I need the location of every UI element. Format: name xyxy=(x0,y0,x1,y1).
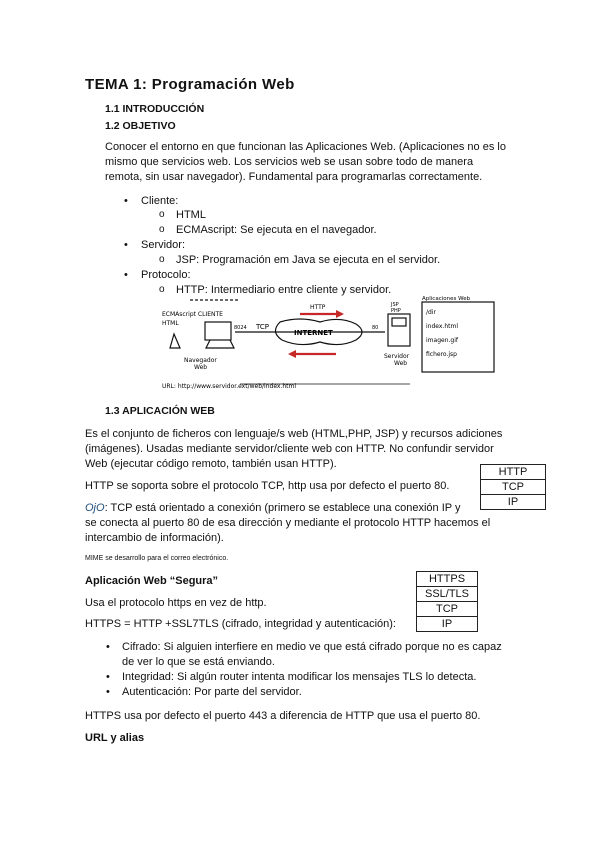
ojo-label: OjO xyxy=(85,502,105,514)
stack-cell-https: HTTPS xyxy=(417,572,478,587)
stack-cell-tcp: TCP xyxy=(417,602,478,617)
http-tcp-text: HTTP se soporta sobre el protocolo TCP, http usa por defecto el puerto 80. xyxy=(85,480,450,492)
file-fichero: fichero.jsp xyxy=(426,351,457,358)
bullet-dot-icon: • xyxy=(106,671,110,683)
arrow-head-icon xyxy=(288,350,296,358)
label-servidor: Servidor xyxy=(384,353,410,360)
list-item-servidor: Servidor: xyxy=(141,239,186,251)
aplicacion-line-2: (imágenes). Usadas mediante servidor/cliente web con HTTP. No confundir servidor xyxy=(85,443,494,455)
client-server-diagram xyxy=(160,296,500,396)
list-item-jsp: JSP: Programación em Java se ejecuta en el servidor. xyxy=(176,254,441,266)
label-tcp: TCP xyxy=(256,323,269,331)
label-navegador: Navegador xyxy=(184,357,217,364)
protocol-stack-http xyxy=(480,464,546,510)
ojo-text: : TCP está orientado a conexión (primero se establece una conexión IP y xyxy=(104,502,461,514)
list-item-html: HTML xyxy=(176,209,206,221)
bullet-cifrado-line-2: de ver lo que se está enviando. xyxy=(122,656,275,668)
list-item-ecmascript: ECMAscript: Se ejecuta en el navegador. xyxy=(176,224,377,236)
label-php: PHP xyxy=(391,308,401,314)
server-icon xyxy=(388,314,410,346)
bullet-dot-icon: • xyxy=(124,239,128,251)
file-dir: /dir xyxy=(426,309,436,316)
label-port-8024: 8024 xyxy=(234,325,247,331)
bullet-autenticacion: Autenticación: Por parte del servidor. xyxy=(122,686,302,698)
list-item-protocolo: Protocolo: xyxy=(141,269,191,281)
ojo-line-3: intercambio de información). xyxy=(85,532,224,544)
circle-bullet-icon: o xyxy=(159,224,165,235)
bullet-dot-icon: • xyxy=(124,269,128,281)
aplicacion-line-1: Es el conjunto de ficheros con lenguaje/s web (HTML,PHP, JSP) y recursos adiciones xyxy=(85,428,503,440)
label-ecma-cliente: ECMAscript CLIENTE xyxy=(162,311,223,318)
label-url: URL: http://www.servidor.ext/web/index.html xyxy=(162,383,297,390)
monitor-icon xyxy=(205,322,231,340)
stack-cell-ip: IP xyxy=(417,617,478,632)
protocol-stack-https xyxy=(416,571,478,632)
bullet-dot-icon: • xyxy=(106,641,110,653)
section-objetivo: 1.2 OBJETIVO xyxy=(105,120,176,132)
https-formula: HTTPS = HTTP +SSL7TLS (cifrado, integridad y autenticación): xyxy=(85,618,396,630)
section-introduccion: 1.1 INTRODUCCIÓN xyxy=(105,103,205,115)
https-443-text: HTTPS usa por defecto el puerto 443 a diferencia de HTTP que usa el puerto 80. xyxy=(85,710,481,722)
page-title: TEMA 1: Programación Web xyxy=(85,76,295,93)
objetivo-line-1: Conocer el entorno en que funcionan las Aplicaciones Web. (Aplicaciones no es lo xyxy=(105,141,506,153)
bullet-dot-icon: • xyxy=(106,686,110,698)
bullet-dot-icon: • xyxy=(124,195,128,207)
label-internet: INTERNET xyxy=(294,329,333,337)
label-jsp: JSP xyxy=(391,302,399,308)
ojo-line-1 xyxy=(85,501,460,517)
circle-bullet-icon: o xyxy=(159,254,165,265)
objetivo-line-3: remota, sin usar navegador). Fundamental para programarlas correctamente. xyxy=(105,171,483,183)
section-aplicacion-web: 1.3 APLICACIÓN WEB xyxy=(105,405,215,417)
label-aplicaciones-web: Aplicaciones Web xyxy=(422,296,471,302)
person-icon xyxy=(170,334,180,348)
label-web-1: Web xyxy=(194,364,208,371)
arrow-head-icon xyxy=(336,310,344,318)
label-html: HTML xyxy=(162,320,179,327)
url-alias-heading: URL y alias xyxy=(85,732,145,744)
file-index: index.html xyxy=(426,323,458,330)
file-imagen: imagen.gif xyxy=(426,337,458,344)
bullet-integridad: Integridad: Si algún router intenta modificar los mensajes TLS lo detecta. xyxy=(122,671,477,683)
stack-cell-ip: IP xyxy=(481,495,546,510)
list-item-http: HTTP: Intermediario entre cliente y servidor. xyxy=(176,284,392,296)
server-slot-icon xyxy=(392,318,406,326)
circle-bullet-icon: o xyxy=(159,209,165,220)
circle-bullet-icon: o xyxy=(159,284,165,295)
stack-cell-http: HTTP xyxy=(481,465,546,480)
mime-note: MIME se desarrollo para el correo electrónico. xyxy=(85,555,229,562)
keyboard-icon xyxy=(206,340,234,348)
aplicacion-line-3: Web (ejecutar código remoto, también usan HTTP). xyxy=(85,458,337,470)
bullet-cifrado-line-1: Cifrado: Si alguien interfiere en medio ve que está cifrado porque no es capaz xyxy=(122,641,502,653)
list-item-cliente: Cliente: xyxy=(141,195,179,207)
stack-cell-tcp: TCP xyxy=(481,480,546,495)
ojo-line-2: se conecta al puerto 80 de esa dirección y mediante el protocolo HTTP hacemos el xyxy=(85,517,491,529)
label-web-2: Web xyxy=(394,360,408,367)
stack-cell-ssl-tls: SSL/TLS xyxy=(417,587,478,602)
segura-title: Aplicación Web “Segura” xyxy=(85,575,219,587)
label-http: HTTP xyxy=(310,304,326,311)
objetivo-line-2: mismo que servicios web. Los servicios web se usan sobre todo de manera xyxy=(105,156,474,168)
label-port-80: 80 xyxy=(372,325,379,331)
usa-https-text: Usa el protocolo https en vez de http. xyxy=(85,597,267,609)
